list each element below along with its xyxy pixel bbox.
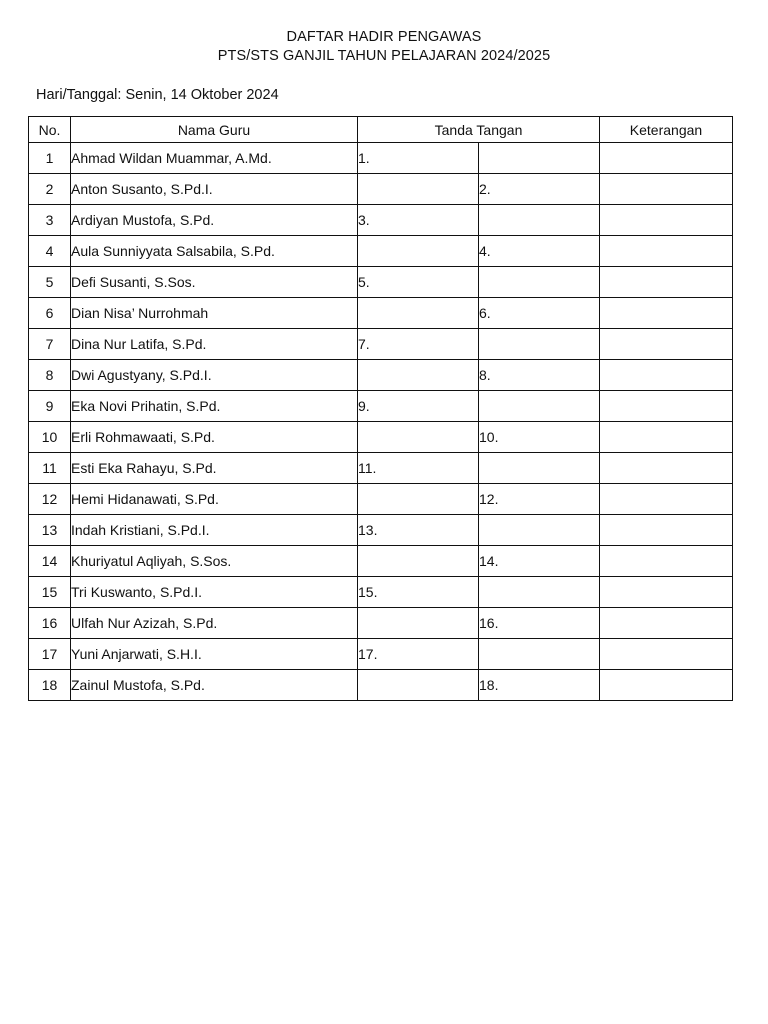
teacher-name: Ardiyan Mustofa, S.Pd. <box>71 205 358 236</box>
row-number: 18 <box>29 670 71 701</box>
table-row <box>29 267 733 298</box>
signature-cell-left: 11. <box>358 453 479 484</box>
row-number: 5 <box>29 267 71 298</box>
row-number: 13 <box>29 515 71 546</box>
date-line: Hari/Tanggal: Senin, 14 Oktober 2024 <box>36 87 279 103</box>
note-cell <box>600 515 733 546</box>
column-header-note: Keterangan <box>600 117 733 143</box>
teacher-name: Erli Rohmawaati, S.Pd. <box>71 422 358 453</box>
signature-cell-left: 13. <box>358 515 479 546</box>
signature-cell-left <box>358 236 479 267</box>
teacher-name: Indah Kristiani, S.Pd.I. <box>71 515 358 546</box>
signature-cell-right: 10. <box>479 422 600 453</box>
row-number: 16 <box>29 608 71 639</box>
signature-cell-left: 9. <box>358 391 479 422</box>
signature-cell-right: 4. <box>479 236 600 267</box>
note-cell <box>600 174 733 205</box>
note-cell <box>600 143 733 174</box>
row-number: 14 <box>29 546 71 577</box>
column-header-no: No. <box>29 117 71 143</box>
note-cell <box>600 608 733 639</box>
row-number: 4 <box>29 236 71 267</box>
row-number: 17 <box>29 639 71 670</box>
signature-cell-left: 3. <box>358 205 479 236</box>
table-row <box>29 484 733 515</box>
signature-cell-right <box>479 391 600 422</box>
teacher-name: Khuriyatul Aqliyah, S.Sos. <box>71 546 358 577</box>
note-cell <box>600 422 733 453</box>
table-row <box>29 577 733 608</box>
document-title: DAFTAR HADIR PENGAWAS <box>286 29 482 45</box>
signature-cell-left <box>358 546 479 577</box>
teacher-name: Dwi Agustyany, S.Pd.I. <box>71 360 358 391</box>
signature-cell-left <box>358 298 479 329</box>
note-cell <box>600 546 733 577</box>
document-subtitle: PTS/STS GANJIL TAHUN PELAJARAN 2024/2025 <box>217 48 551 64</box>
note-cell <box>600 391 733 422</box>
table-row <box>29 391 733 422</box>
signature-cell-right <box>479 267 600 298</box>
signature-cell-left: 5. <box>358 267 479 298</box>
row-number: 3 <box>29 205 71 236</box>
signature-cell-left: 17. <box>358 639 479 670</box>
signature-cell-left <box>358 174 479 205</box>
row-number: 11 <box>29 453 71 484</box>
teacher-name: Eka Novi Prihatin, S.Pd. <box>71 391 358 422</box>
teacher-name: Hemi Hidanawati, S.Pd. <box>71 484 358 515</box>
teacher-name: Dian Nisa’ Nurrohmah <box>71 298 358 329</box>
table-row <box>29 174 733 205</box>
signature-cell-right: 8. <box>479 360 600 391</box>
teacher-name: Esti Eka Rahayu, S.Pd. <box>71 453 358 484</box>
row-number: 9 <box>29 391 71 422</box>
column-header-name: Nama Guru <box>71 117 358 143</box>
signature-cell-right: 12. <box>479 484 600 515</box>
table-row <box>29 205 733 236</box>
note-cell <box>600 298 733 329</box>
note-cell <box>600 236 733 267</box>
teacher-name: Ulfah Nur Azizah, S.Pd. <box>71 608 358 639</box>
table-row <box>29 546 733 577</box>
row-number: 10 <box>29 422 71 453</box>
row-number: 6 <box>29 298 71 329</box>
note-cell <box>600 453 733 484</box>
signature-cell-right: 6. <box>479 298 600 329</box>
signature-cell-right <box>479 577 600 608</box>
signature-cell-left <box>358 422 479 453</box>
signature-cell-right <box>479 515 600 546</box>
row-number: 7 <box>29 329 71 360</box>
row-number: 2 <box>29 174 71 205</box>
teacher-name: Yuni Anjarwati, S.H.I. <box>71 639 358 670</box>
table-row <box>29 453 733 484</box>
signature-cell-left <box>358 608 479 639</box>
signature-cell-right <box>479 639 600 670</box>
note-cell <box>600 267 733 298</box>
row-number: 1 <box>29 143 71 174</box>
signature-cell-right: 18. <box>479 670 600 701</box>
table-body <box>29 143 733 701</box>
signature-cell-left: 1. <box>358 143 479 174</box>
table-row <box>29 515 733 546</box>
note-cell <box>600 360 733 391</box>
note-cell <box>600 670 733 701</box>
teacher-name: Zainul Mustofa, S.Pd. <box>71 670 358 701</box>
signature-cell-right <box>479 329 600 360</box>
signature-cell-left <box>358 360 479 391</box>
teacher-name: Tri Kuswanto, S.Pd.I. <box>71 577 358 608</box>
table-row <box>29 670 733 701</box>
table-row <box>29 298 733 329</box>
signature-cell-right <box>479 143 600 174</box>
row-number: 12 <box>29 484 71 515</box>
signature-cell-right <box>479 453 600 484</box>
signature-cell-left: 7. <box>358 329 479 360</box>
signature-cell-left <box>358 670 479 701</box>
teacher-name: Defi Susanti, S.Sos. <box>71 267 358 298</box>
table-header-row <box>29 117 733 143</box>
teacher-name: Anton Susanto, S.Pd.I. <box>71 174 358 205</box>
table-row <box>29 639 733 670</box>
teacher-name: Aula Sunniyyata Salsabila, S.Pd. <box>71 236 358 267</box>
row-number: 15 <box>29 577 71 608</box>
teacher-name: Ahmad Wildan Muammar, A.Md. <box>71 143 358 174</box>
signature-cell-left: 15. <box>358 577 479 608</box>
signature-cell-right <box>479 205 600 236</box>
note-cell <box>600 577 733 608</box>
note-cell <box>600 639 733 670</box>
table-row <box>29 360 733 391</box>
note-cell <box>600 329 733 360</box>
signature-cell-left <box>358 484 479 515</box>
table-row <box>29 608 733 639</box>
table-row <box>29 329 733 360</box>
table-row <box>29 422 733 453</box>
note-cell <box>600 205 733 236</box>
signature-cell-right: 2. <box>479 174 600 205</box>
teacher-name: Dina Nur Latifa, S.Pd. <box>71 329 358 360</box>
signature-cell-right: 16. <box>479 608 600 639</box>
table-row <box>29 236 733 267</box>
column-header-signature: Tanda Tangan <box>358 117 600 143</box>
note-cell <box>600 484 733 515</box>
attendance-table <box>28 116 733 701</box>
signature-cell-right: 14. <box>479 546 600 577</box>
row-number: 8 <box>29 360 71 391</box>
table-row <box>29 143 733 174</box>
